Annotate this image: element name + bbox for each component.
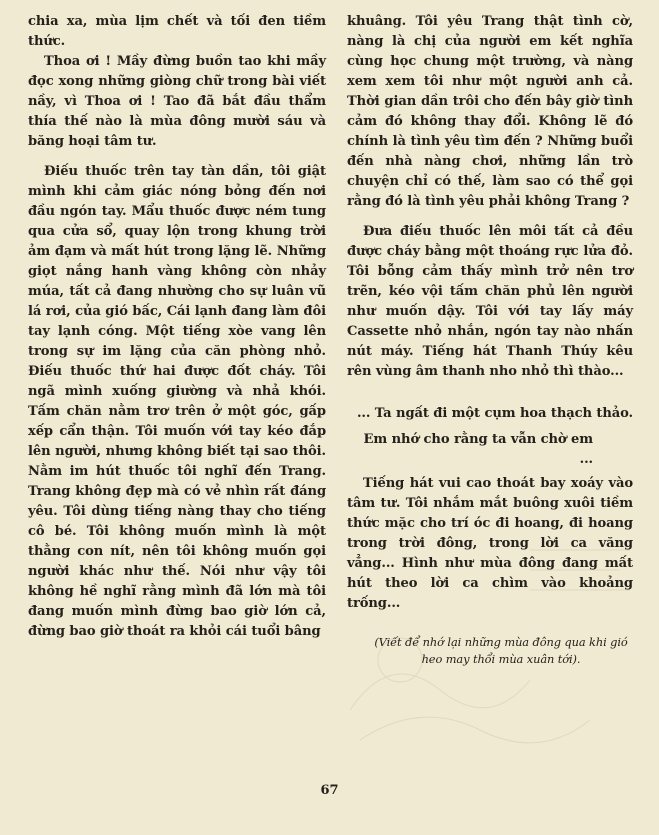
paragraph: Tiếng hát vui cao thoát bay xoáy vào tâm tư. Tôi nhắm mắt buông xuôi tiềm thức mặc cho trí óc đi hoang, đi hoang trong trời đông, trong lời ca văng vẳng... Hình như mùa đông đang mất hút theo lời ca chìm vào khoảng trống... — [347, 476, 633, 611]
song-lyric-line: Em nhớ cho rằng ta vẫn chờ em ... — [363, 432, 593, 467]
page-number: 67 — [320, 783, 339, 798]
paragraph: chia xa, mùa lịm chết và tối đen tiềm thức. — [28, 14, 326, 49]
paragraph: khuâng. Tôi yêu Trang thật tình cờ, nàng là chị của người em kết nghĩa cùng học chung một trường, và nàng xem xem tôi như một người anh cả. Thời gian dần trôi cho đến bây giờ tình cảm đó không thay đổi. Không lẽ đó chính là tình yêu tìm đến ? Những buổi đến nhà nàng chơi, những lần trò chuyện chỉ có thế, làm sao có thể gọi rằng đó là tình yêu phải không Trang ? — [347, 14, 633, 209]
closing-note: (Viết để nhớ lại những mùa đông qua khi gió heo may thổi mùa xuân tới). — [374, 635, 628, 666]
paragraph: Thoa ơi ! Mầy đừng buồn tao khi mầy đọc xong những giòng chữ trong bài viết nầy, vì Thoa ơi ! Tao đã bắt đầu thẩm thía thế nào là mùa đông mười sáu và băng hoại tâm tư. — [28, 54, 326, 149]
song-lyric-line: ... Ta ngất đi một cụm hoa thạch thảo. — [356, 406, 633, 421]
paragraph: Điếu thuốc trên tay tàn dần, tôi giật mình khi cảm giác nóng bỏng đến nơi đầu ngón tay. Mẩu thuốc được ném tung qua cửa sổ, quay lộn trong khung trời ảm đạm và mất hút trong lặng lẽ. Những giọt nắng hanh vàng không còn nhảy múa, tất cả đang nhường cho sự luân vũ lá rơi, của gió bấc, Cái lạnh đang làm đôi tay lạnh cóng. Một tiếng xòe vang lên trong sự im lặng của căn phòng nhỏ. Điếu thuốc thứ hai được đốt cháy. Tôi ngã mình xuống giường và nhả khói. Tấm chăn nằm trơ trên ở một góc, gấp xếp cẩn thận. Tôi muốn với tay kéo đắp lên người, nhưng không biết tại sao thôi. Nằm im hút thuốc tôi nghĩ đến Trang. Trang không đẹp mà có vẻ nhìn rất đáng yêu. Tôi dùng tiếng nàng thay cho tiếng cô bé. Tôi không muốn mình là một thằng con nít, nên tôi không muốn gọi người khác như thế. Nói như vậy tôi không hề nghĩ rằng mình đã lớn mà tôi đang muốn mình đừng bao giờ lớn cả, đừng bao giờ thoát ra khỏi cái tuổi bâng — [28, 164, 326, 639]
right-column — [347, 12, 633, 668]
paragraph: Đưa điếu thuốc lên môi tất cả đều được cháy bằng một thoáng rực lửa đỏ. Tôi bỗng cảm thấy mình trở nên trơ trẽn, kéo vội tấm chăn phủ lên người như muốn dậy. Tôi với tay lấy máy Cassette nhỏ nhắn, ngón tay nào nhấn nút máy. Tiếng hát Thanh Thúy kêu rên vùng âm thanh nho nhỏ thì thào... — [347, 224, 633, 379]
left-column — [28, 12, 326, 642]
